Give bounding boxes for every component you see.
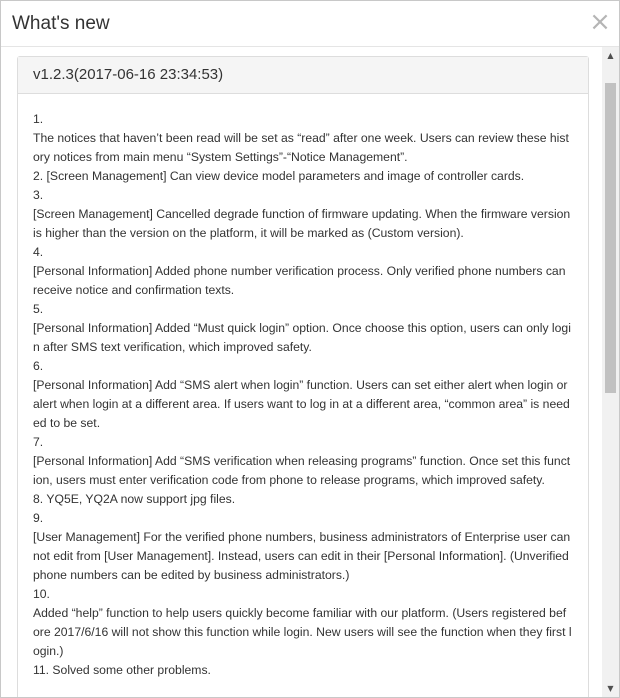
note-line: [Personal Information] Add “SMS verification when releasing programs” function. Once set this function, users must enter verification code from phone to release programs, which improved safety. (33, 454, 571, 487)
note-line: 7. (33, 435, 44, 449)
release-panel (17, 56, 589, 697)
note-line: 4. (33, 245, 44, 259)
note-line: [Personal Information] Added phone number verification process. Only verified phone numbers can receive notice and confirmation texts. (33, 264, 566, 297)
close-button[interactable]: × (589, 7, 611, 37)
scroll-up-icon[interactable]: ▲ (607, 51, 614, 60)
note-line: 9. (33, 511, 44, 525)
note-line: [User Management] For the verified phone numbers, business administrators of Enterprise user cannot edit from [User Management]. Instead, users can edit in their [Personal Information]. (Unverified phone numbers can be edited by business administrators.) (33, 530, 571, 582)
release-notes (18, 94, 588, 680)
note-line: [Screen Management] Cancelled degrade function of firmware updating. When the firmware version is higher than the version on the platform, it will be marked as (Custom version). (33, 207, 571, 240)
note-line: 6. (33, 359, 44, 373)
note-line: [Personal Information] Add “SMS alert when login” function. Users can set either alert when login or alert when login at a different area. If users want to log in at a different area, “common area” is needed to be set. (33, 378, 570, 430)
note-line: The notices that haven’t been read will be set as “read” after one week. Users can review these history notices from main menu “System Settings”-“Notice Management”. (33, 131, 569, 164)
note-line: 2. [Screen Management] Can view device model parameters and image of controller cards. (33, 169, 525, 183)
note-line: [Personal Information] Added “Must quick login” option. Once choose this option, users can only login after SMS text verification, which improved safety. (33, 321, 571, 354)
note-line: Added “help” function to help users quickly become familiar with our platform. (Users registered before 2017/6/16 will not show this function while login. New users will see the function when they first login.) (33, 606, 572, 658)
note-line: 1. (33, 112, 44, 126)
dialog-body[interactable] (1, 47, 619, 697)
note-line: 8. YQ5E, YQ2A now support jpg files. (33, 492, 236, 506)
scrollbar-thumb[interactable] (605, 83, 616, 393)
vertical-scrollbar[interactable] (602, 47, 619, 697)
note-line: 11. Solved some other problems. (33, 663, 211, 677)
dialog-title: What's new (12, 13, 110, 34)
note-line: 3. (33, 188, 44, 202)
note-line: 10. (33, 587, 50, 601)
release-version-heading: v1.2.3(2017-06-16 23:34:53) (18, 57, 588, 94)
dialog-header (1, 1, 619, 47)
scroll-down-icon[interactable]: ▼ (607, 684, 614, 693)
note-line: 5. (33, 302, 44, 316)
